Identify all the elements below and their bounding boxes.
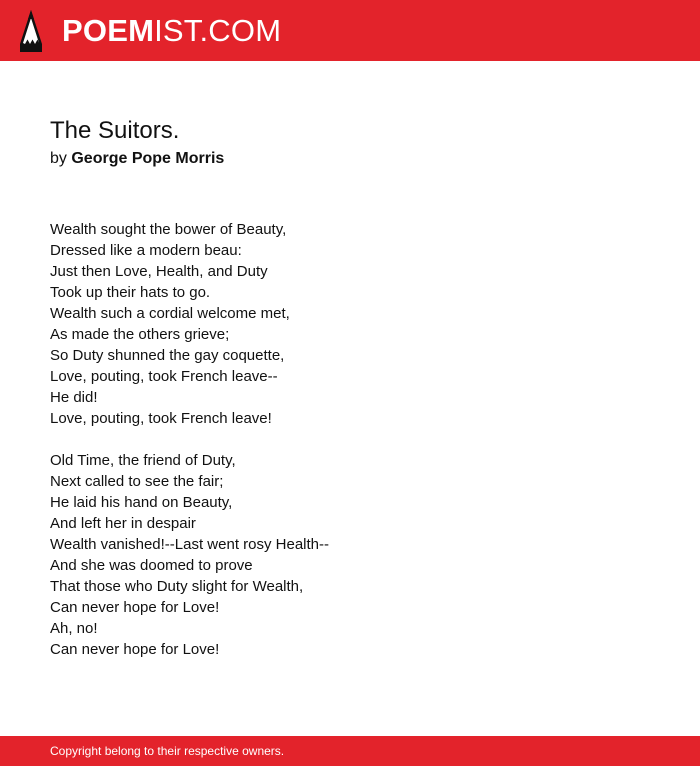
poem-line: Wealth vanished!--Last went rosy Health-- — [50, 536, 330, 553]
poem-line: That those who Duty slight for Wealth, — [50, 578, 304, 595]
poem-line: And left her in despair — [50, 515, 196, 532]
poem-line: Can never hope for Love! — [50, 599, 220, 616]
poem-line: Love, pouting, took French leave! — [50, 410, 272, 427]
author-name: George Pope Morris — [71, 150, 225, 167]
site-footer — [0, 736, 700, 766]
poem-line: Wealth sought the bower of Beauty, — [50, 221, 287, 238]
poem-line: And she was doomed to prove — [50, 557, 253, 574]
poem-title: The Suitors. — [50, 117, 180, 144]
poem-line: Just then Love, Health, and Duty — [50, 263, 268, 280]
poem-body — [50, 219, 650, 681]
poem-line: Old Time, the friend of Duty, — [50, 452, 236, 469]
poem-line: As made the others grieve; — [50, 326, 230, 343]
poem-line: Can never hope for Love! — [50, 641, 220, 658]
pen-nib-icon[interactable] — [18, 10, 44, 52]
poem-line: So Duty shunned the gay coquette, — [50, 347, 285, 364]
poem-line: He did! — [50, 389, 98, 406]
logo-light-text: IST.COM — [154, 13, 282, 48]
byline — [50, 148, 650, 170]
by-label: by — [50, 150, 67, 167]
site-header — [0, 0, 700, 61]
poem-line: Wealth such a cordial welcome met, — [50, 305, 290, 322]
poem-line: Love, pouting, took French leave-- — [50, 368, 278, 385]
poem-line: Took up their hats to go. — [50, 284, 211, 301]
poem-line: Dressed like a modern beau: — [50, 242, 242, 259]
poem-heading — [50, 115, 650, 170]
site-logo[interactable] — [62, 11, 281, 51]
poem-line: He laid his hand on Beauty, — [50, 494, 233, 511]
logo-bold-text: POEM — [62, 13, 155, 48]
poem-line: Next called to see the fair; — [50, 473, 224, 490]
poem-line: Ah, no! — [50, 620, 98, 637]
stanza — [50, 219, 650, 429]
stanza — [50, 450, 650, 660]
copyright-text: Copyright belong to their respective owners. — [50, 744, 285, 758]
